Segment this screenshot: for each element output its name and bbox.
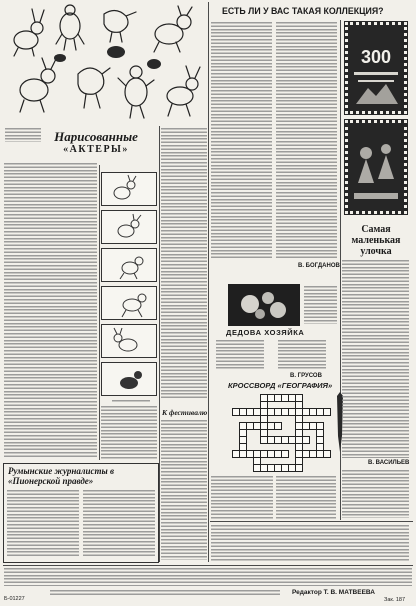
photo-side-text [304, 286, 337, 324]
crossword-cell [274, 422, 282, 430]
cartoons-title-script: Нарисованные [54, 129, 138, 144]
illustration-credit [112, 400, 150, 402]
cartoon-illustrations [4, 4, 204, 124]
postage-stamp [345, 120, 407, 214]
storyboard-frame [101, 172, 157, 206]
collection-article-title: ЕСТЬ ЛИ У ВАС ТАКАЯ КОЛЛЕКЦИЯ? [222, 6, 384, 16]
column-rule [159, 126, 160, 562]
cartoons-body-column [4, 163, 97, 459]
storyboard-frame [101, 286, 157, 320]
festival-article-body [161, 420, 207, 560]
crossword-clues [276, 476, 336, 520]
frost-photo [228, 284, 300, 326]
crossword-cell [295, 464, 303, 472]
storyboard-frame [101, 324, 157, 358]
cartoons-title-caps: «АКТЕРЫ» [63, 144, 129, 155]
crossword-clues [211, 476, 273, 520]
romanian-article-body [7, 490, 79, 558]
cartoons-body-column [101, 406, 157, 460]
cartoon-figure [78, 68, 110, 108]
poem-stanza [278, 340, 326, 370]
footer-imprint [4, 568, 412, 586]
editor-credit: Редактор Т. В. МАТВЕЕВА [292, 589, 375, 596]
crossword-title: КРОССВОРД «ГЕОГРАФИЯ» [228, 381, 333, 390]
right-column-text [342, 470, 409, 518]
collection-article-author: В. БОГДАНОВ [298, 263, 340, 269]
crossword-answers [211, 525, 409, 561]
festival-article-title: К фестивалю [162, 408, 208, 417]
order-number: Зак. 187 [384, 597, 406, 603]
crossword-cell [302, 436, 310, 444]
postage-stamp [345, 22, 407, 114]
street-article-author: В. ВАСИЛЬЕВ [368, 460, 410, 466]
footer-imprint [50, 590, 280, 596]
street-article-body [342, 260, 409, 458]
poem-author: В. ГРУСОВ [290, 373, 322, 379]
column-rule [208, 2, 209, 562]
storyboard-frame [101, 248, 157, 282]
storyboard-frame [101, 210, 157, 244]
crossword-grid [232, 394, 330, 471]
cartoon-figure [104, 10, 136, 42]
cartoon-figure [118, 66, 154, 118]
cartoon-figure [20, 58, 56, 112]
cartoon-figure [14, 9, 44, 56]
crossword-cell [323, 408, 331, 416]
cartoon-figure [56, 5, 84, 50]
street-article-title: Самая маленькая улочка [351, 224, 401, 257]
romanian-article-body [83, 490, 155, 558]
romanian-article-title: Румынские журналисты в «Пионерской правде» [8, 466, 115, 486]
poem-title: ДЕДОВА ХОЗЯЙКА [226, 328, 305, 337]
issue-code: Б-01227 [4, 596, 25, 602]
section-rule [210, 521, 413, 522]
cartoon-figure [167, 66, 200, 116]
cartoons-body-column [161, 128, 207, 400]
cartoon-figure [154, 6, 192, 52]
stamp-numeral: 300 [360, 47, 392, 67]
poem-stanza [216, 340, 264, 370]
crossword-cell [281, 450, 289, 458]
footer-rule [3, 565, 413, 566]
storyboard-frame [101, 362, 157, 396]
collection-article-body [211, 22, 272, 260]
cartoons-title [40, 129, 152, 156]
column-rule [99, 165, 100, 460]
illustration-caption [5, 128, 41, 142]
crossword-cell [323, 450, 331, 458]
collection-article-body [276, 22, 337, 260]
